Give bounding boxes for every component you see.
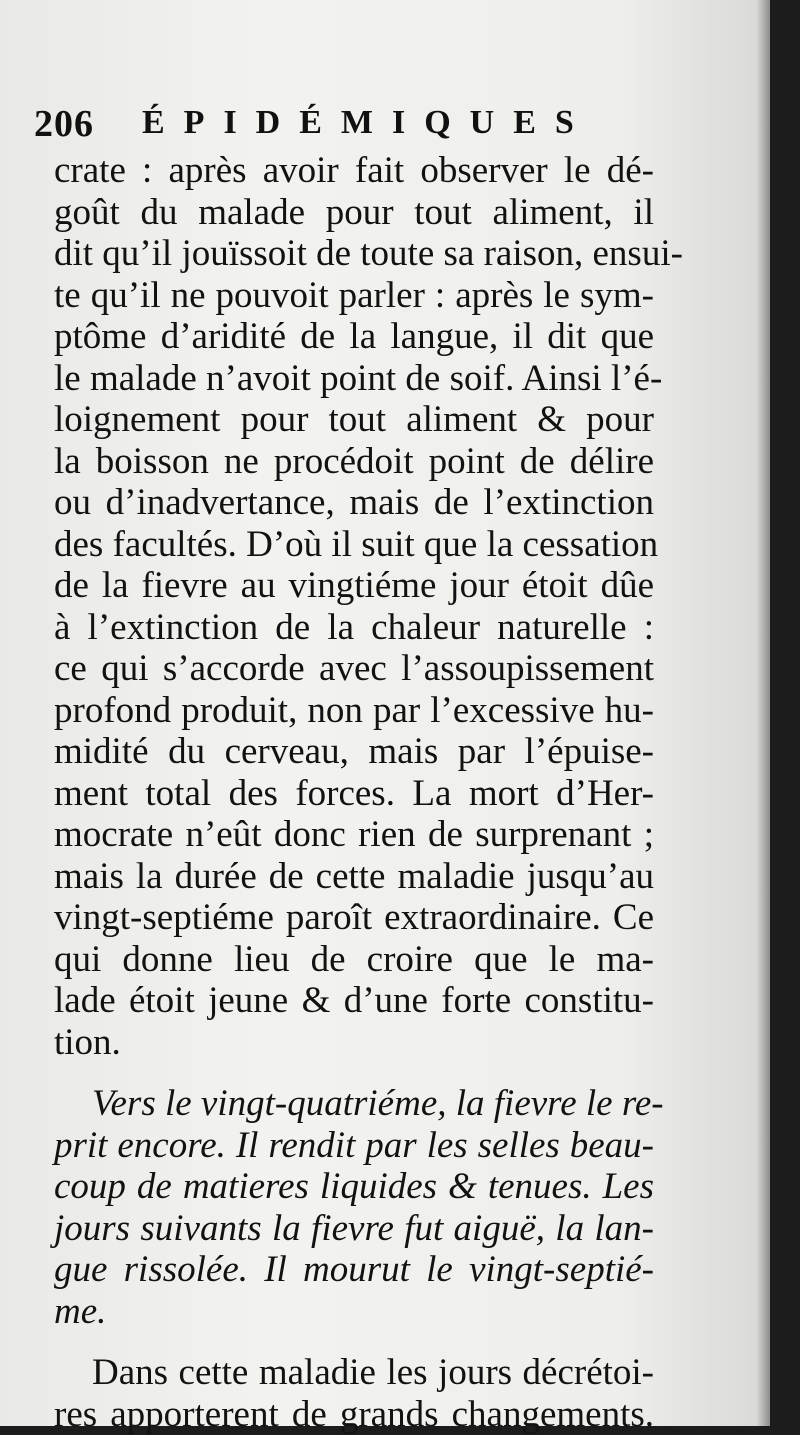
italic-line: prit encore. Il rendit par les selles beau- bbox=[54, 1125, 654, 1167]
text-line: tion. bbox=[54, 1022, 654, 1064]
text-line: le malade n’avoit point de soif. Ainsi l’é- bbox=[54, 358, 654, 400]
text-line: midité du cerveau, mais par l’épuise- bbox=[54, 731, 654, 773]
italic-line: gue rissolée. Il mourut le vingt-septié- bbox=[54, 1249, 654, 1291]
text-line: goût du malade pour tout aliment, il bbox=[54, 192, 654, 234]
text-line: lade étoit jeune & d’une forte constitu- bbox=[54, 980, 654, 1022]
text-line: profond produit, non par l’excessive hu- bbox=[54, 690, 654, 732]
text-line: ou d’inadvertance, mais de l’extinction bbox=[54, 482, 654, 524]
text-line: de la fievre au vingtiéme jour étoit dûe bbox=[54, 565, 654, 607]
text-line: vingt-septiéme paroît extraordinaire. Ce bbox=[54, 897, 654, 939]
text-line: crate : après avoir fait observer le dé- bbox=[54, 150, 654, 192]
text-line: mais la durée de cette maladie jusqu’au bbox=[54, 856, 654, 898]
text-line: loignement pour tout aliment & pour bbox=[54, 399, 654, 441]
text-line: la boisson ne procédoit point de délire bbox=[54, 441, 654, 483]
page-header bbox=[34, 102, 594, 154]
text-line: des facultés. D’où il suit que la cessation bbox=[54, 524, 654, 566]
text-line: ment total des forces. La mort d’Her- bbox=[54, 773, 654, 815]
text-line: à l’extinction de la chaleur naturelle : bbox=[54, 607, 654, 649]
body-text bbox=[54, 150, 654, 1435]
text-line: ptôme d’aridité de la langue, il dit que bbox=[54, 316, 654, 358]
text-line: dit qu’il jouïssoit de toute sa raison, ensui- bbox=[54, 233, 654, 275]
running-head: ÉPIDÉMIQUES bbox=[142, 104, 593, 142]
text-line: qui donne lieu de croire que le ma- bbox=[54, 939, 654, 981]
italic-line: Vers le vingt-quatriéme, la fievre le re- bbox=[54, 1083, 654, 1125]
text-line: ce qui s’accorde avec l’assoupissement bbox=[54, 648, 654, 690]
page-edge-shadow bbox=[756, 0, 770, 1426]
text-line: mocrate n’eût donc rien de surprenant ; bbox=[54, 814, 654, 856]
italic-line: jours suivants la fievre fut aiguë, la lan- bbox=[54, 1208, 654, 1250]
italic-line: coup de matieres liquides & tenues. Les bbox=[54, 1166, 654, 1208]
text-line: te qu’il ne pouvoit parler : après le sym- bbox=[54, 275, 654, 317]
text-line: res apporterent de grands changements. bbox=[54, 1394, 654, 1435]
page-number: 206 bbox=[34, 102, 94, 146]
italic-line: me. bbox=[54, 1291, 654, 1333]
text-line: Dans cette maladie les jours décrétoi- bbox=[54, 1352, 654, 1394]
